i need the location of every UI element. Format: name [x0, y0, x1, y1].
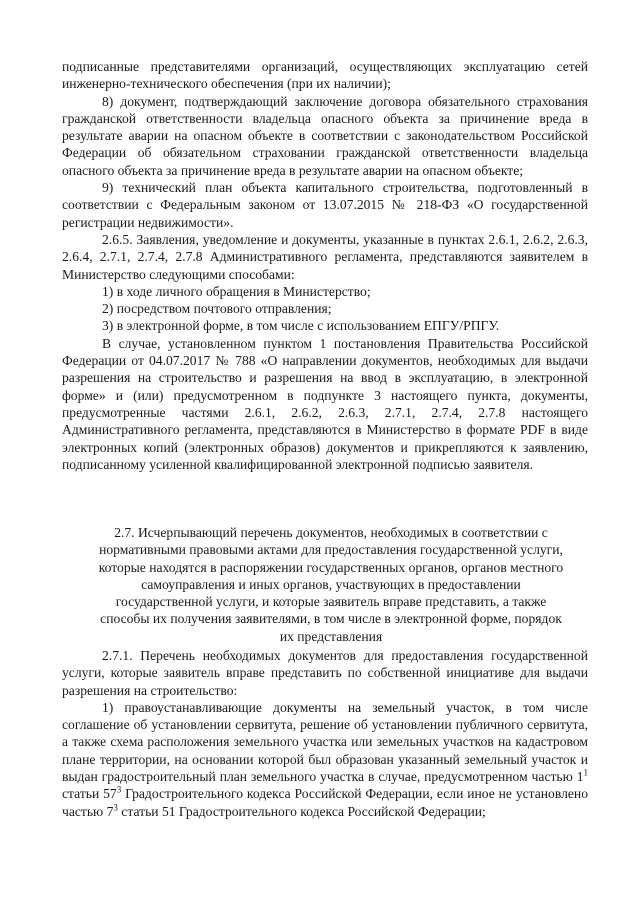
paragraph-electronic-case: В случае, установленном пунктом 1 постановления Правительства Российской Федерации от 04.07.2017 № 788 «О направлении документов, необходимых для выдачи разрешения на строительство и разрешения на ввод в эксплуатацию, в электронной форме» и (или) предусмотренном в подпункте 3 настоящего пункта, документы, предусмотренные частями 2.6.1, 2.6.2, 2.6.3, 2.7.1, 2.7.4, 2.7.8 настоящего Административного регламента, представляются в Министерство в формате PDF в виде электронных копий (электронных образов) документов и прикрепляются к заявлению, подписанному усиленной квалифицированной электронной подписью заявителя. [62, 335, 588, 472]
superscript-3-b: 3 [113, 802, 118, 813]
paragraph-item-1-documents [62, 699, 588, 820]
paragraph-2-6-5: 2.6.5. Заявления, уведомление и документы, указанные в пунктах 2.6.1, 2.6.2, 2.6.3, 2.6.4, 2.7.1, 2.7.4, 2.7.8 Административного регламента, представляются заявителем в Министерство следующими способами: [62, 231, 588, 282]
body-bottom [62, 647, 588, 820]
superscript-1: 1 [583, 767, 588, 778]
method-item-1: 1) в ходе личного обращения в Министерство; [102, 283, 371, 299]
item-1-text-b: статьи 57 [62, 786, 117, 802]
paragraph-item-8: 8) документ, подтверждающий заключение договора обязательного страхования гражданской ответственности владельца опасного объекта за причинение вреда в результате аварии на опасном объекте в соответствии с законодательством Российской Федерации об обязательном страховании гражданской ответственности владельца опасного объекта за причинение вреда в результате аварии на опасном объекте; [62, 93, 588, 178]
item-1-text-d: статьи 51 Градостроительного кодекса Российской Федерации; [117, 803, 486, 819]
item-1-text-c: Градостроительного кодекса Российской Федерации, если иное не установлено частью 7 [62, 786, 588, 819]
paragraph-2-7-1: 2.7.1. Перечень необходимых документов для предоставления государственной услуги, которые заявитель вправе представить по собственной инициативе для выдачи разрешения на строительство: [62, 648, 588, 698]
paragraph-item-9: 9) технический план объекта капитального строительства, подготовленный в соответствии с Федеральным законом от 13.07.2015 № 218-ФЗ «О государственной регистрации недвижимости». [62, 180, 588, 230]
superscript-3-a: 3 [116, 784, 122, 795]
paragraph-continuation: подписанные представителями организаций, осуществляющих эксплуатацию сетей инженерно-технического обеспечения (при их наличии); [62, 59, 588, 92]
section-heading-2-7 [96, 524, 566, 645]
section-heading-text: 2.7. Исчерпывающий перечень документов, необходимых в соответствии с нормативными правовыми актами для предоставления государственной услуги, которые находятся в распоряжении государственных органов, органов местного самоуправления и иных органов, участвующих в предоставлении государственной услуги, и которые заявитель вправе представить, а также способы их получения заявителями, в том числе в электронной форме, порядок их представления [98, 525, 564, 644]
method-item-2: 2) посредством почтового отправления; [102, 301, 332, 317]
method-item-3: 3) в электронной форме, в том числе с использованием ЕПГУ/РПГУ. [102, 318, 500, 334]
body-top [62, 58, 588, 473]
item-1-text-main: 1) правоустанавливающие документы на земельный участок, в том числе соглашение об установлении сервитута, решение об установлении публичного сервитута, а также схема расположения земельного участка или земельных участков на кадастровом плане территории, на основании которой был образован указанный земельный участок и выдан градостроительный план земельного участка в случае, предусмотренном частью 1 [62, 699, 588, 785]
